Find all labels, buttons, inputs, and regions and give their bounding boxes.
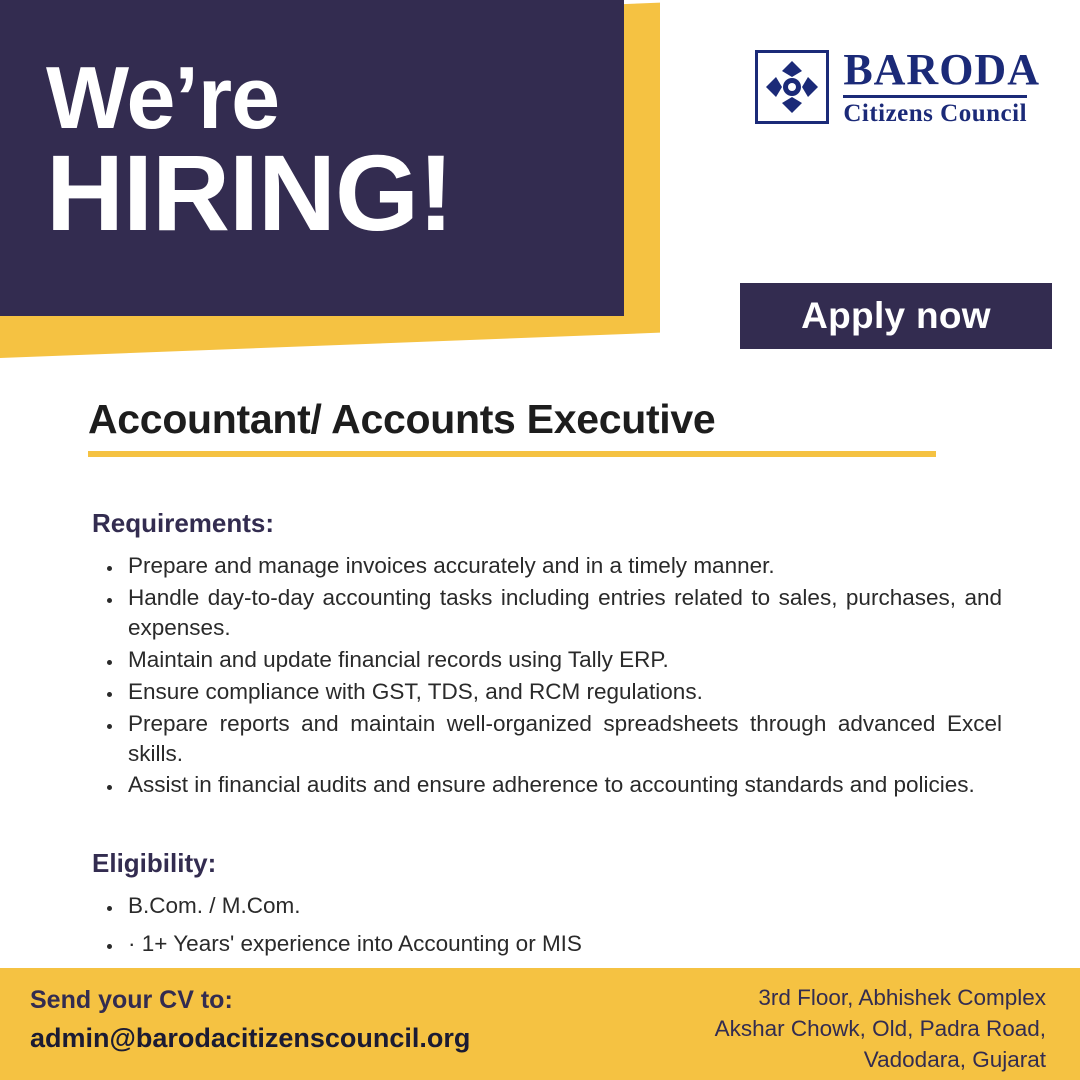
contact-email[interactable]: admin@barodacitizenscouncil.org: [30, 1023, 471, 1053]
contact-block: [30, 986, 470, 1054]
eligibility-list: [92, 891, 1002, 959]
list-item: • · 1+ Years' experience into Accounting or MIS: [124, 929, 1002, 959]
cv-label: Send your CV to:: [30, 986, 233, 1014]
list-item: • Prepare reports and maintain well-organized spreadsheets through advanced Excel skills.: [124, 709, 1002, 769]
job-title-block: [88, 396, 988, 457]
eligibility-section: [92, 848, 1002, 967]
list-item: • Maintain and update financial records using Tally ERP.: [124, 645, 1002, 675]
list-item: • Handle day-to-day accounting tasks including entries related to sales, purchases, and expenses.: [124, 583, 1002, 643]
list-item: • Ensure compliance with GST, TDS, and RCM regulations.: [124, 677, 1002, 707]
baroda-emblem-icon: [755, 50, 829, 124]
hiring-headline-line2: HIRING!: [46, 131, 453, 253]
page-title: Accountant/ Accounts Executive: [88, 396, 716, 442]
list-item: • Assist in financial audits and ensure adherence to accounting standards and policies.: [124, 770, 1002, 800]
address-line: Akshar Chowk, Old, Padra Road,: [714, 1016, 1046, 1042]
poster-footer: [0, 968, 1080, 1080]
list-item: • Prepare and manage invoices accurately and in a timely manner.: [124, 551, 1002, 581]
address-line: Vadodara, Gujarat: [863, 1047, 1046, 1073]
title-underline: [88, 451, 936, 457]
address-line: 3rd Floor, Abhishek Complex: [758, 985, 1046, 1010]
apply-now-button[interactable]: Apply now: [740, 283, 1052, 349]
hiring-headline-line1: We’re: [46, 48, 280, 147]
requirements-list: [92, 551, 1002, 800]
organization-logo: [755, 45, 1040, 127]
logo-wordmark: [843, 45, 1040, 127]
logo-subtitle: Citizens Council: [843, 95, 1027, 126]
list-item: • B.Com. / M.Com.: [124, 891, 1002, 921]
requirements-heading: Requirements:: [92, 508, 275, 538]
requirements-section: [92, 508, 1002, 802]
logo-title: BARODA: [843, 45, 1040, 94]
eligibility-heading: Eligibility:: [92, 848, 217, 878]
hiring-headline: [46, 48, 453, 253]
address-block: [715, 982, 1046, 1075]
